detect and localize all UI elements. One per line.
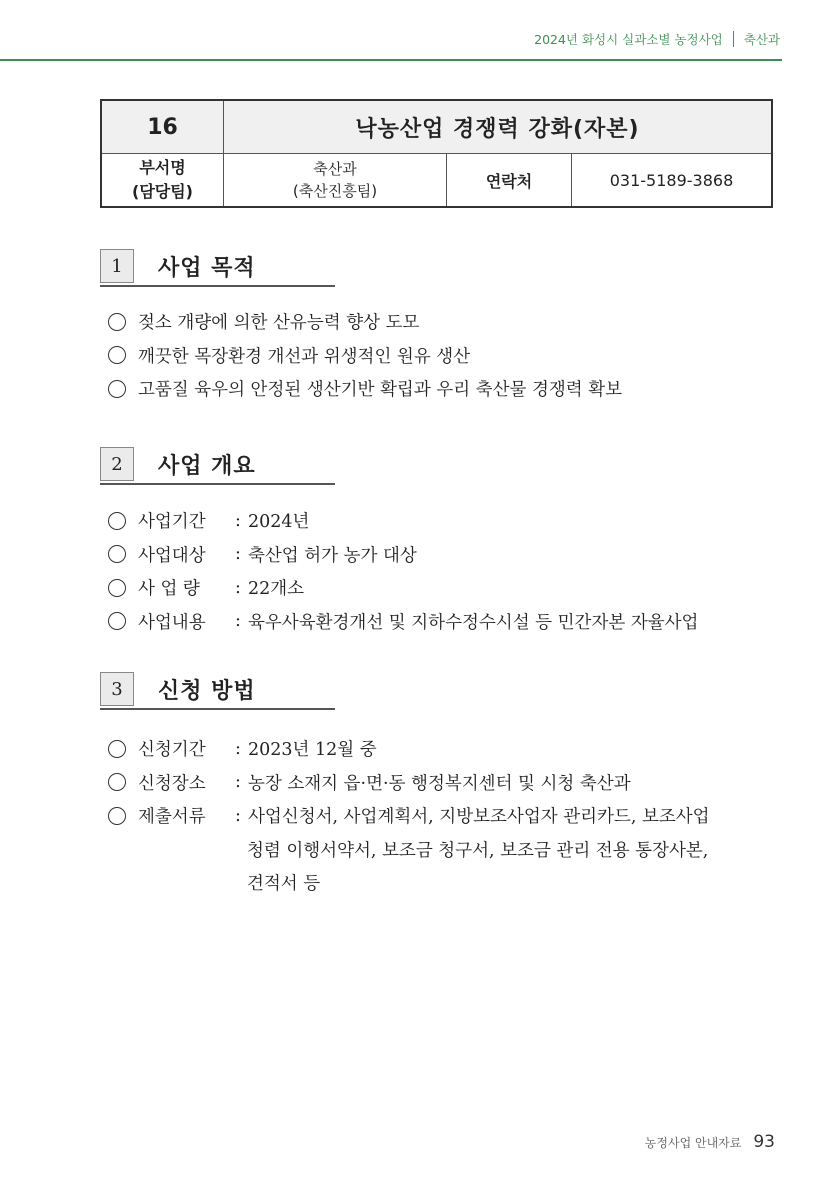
project-title: 낙농산업 경쟁력 강화(자본) (224, 100, 773, 154)
list-item (108, 605, 698, 639)
list-item (108, 372, 622, 406)
section-rule (100, 483, 335, 485)
item-label: 사업내용 (138, 612, 206, 633)
circle-bullet-icon (108, 579, 126, 597)
item-value-continuation: 청렴 이행서약서, 보조금 청구서, 보조금 관리 전용 통장사본, (247, 840, 709, 861)
page-footer (645, 1132, 775, 1152)
circle-bullet-icon (108, 773, 126, 791)
item-value: 2024년 (248, 512, 310, 533)
item-value: 사업신청서, 사업계획서, 지방보조사업자 관리카드, 보조사업 (248, 807, 710, 828)
item-label: 신청기간 (138, 740, 206, 761)
section-number: 1 (100, 249, 134, 283)
list-item (108, 799, 710, 833)
circle-bullet-icon (108, 807, 126, 825)
circle-bullet-icon (108, 545, 126, 563)
team-name: (축산진흥팀) (292, 182, 378, 200)
colon: : (235, 544, 241, 565)
item-value: 축산업 허가 농가 대상 (248, 545, 417, 566)
item-label: 사업기간 (138, 512, 206, 533)
application-list (108, 732, 710, 900)
item-value: 22개소 (248, 579, 305, 600)
contact-label: 연락처 (447, 154, 572, 208)
section-heading-application (100, 672, 256, 706)
circle-bullet-icon (108, 612, 126, 630)
header-title: 2024년 화성시 실과소별 농정사업 (534, 32, 723, 47)
circle-bullet-icon (108, 740, 126, 758)
dept-label: 부서명 (139, 158, 186, 177)
list-item (108, 571, 698, 605)
purpose-list (108, 305, 622, 406)
list-item (108, 538, 698, 572)
section-heading-overview (100, 447, 256, 481)
colon: : (235, 805, 241, 826)
item-value: 육우사육환경개선 및 지하수정수시설 등 민간자본 자율사업 (248, 612, 699, 633)
header-dept: 축산과 (743, 32, 780, 47)
colon: : (235, 772, 241, 793)
header-rule (0, 59, 782, 61)
section-number: 3 (100, 672, 134, 706)
section-number: 2 (100, 447, 134, 481)
list-item (108, 732, 710, 766)
item-text: 고품질 육우의 안정된 생산기반 확립과 우리 축산물 경쟁력 확보 (138, 380, 623, 401)
project-info-table (100, 99, 773, 208)
item-label: 사업대상 (138, 545, 206, 566)
dept-cell (224, 154, 447, 208)
page-number: 93 (753, 1132, 775, 1152)
footer-text: 농정사업 안내자료 (644, 1136, 742, 1150)
item-value: 2023년 12월 중 (248, 740, 377, 761)
section-rule (100, 708, 335, 710)
list-item-continuation (108, 833, 710, 867)
overview-list (108, 504, 698, 638)
circle-bullet-icon (108, 346, 126, 364)
dept-name: 축산과 (313, 160, 357, 178)
item-label: 신청장소 (138, 773, 206, 794)
section-title: 신청 방법 (158, 678, 256, 704)
list-item (108, 504, 698, 538)
item-value: 농장 소재지 읍·면·동 행정복지센터 및 시청 축산과 (248, 773, 631, 794)
dept-label-cell (101, 154, 224, 208)
item-label: 사 업 량 (138, 579, 200, 600)
list-item (108, 766, 710, 800)
header-divider (733, 31, 734, 47)
page-header (534, 30, 780, 48)
section-title: 사업 목적 (158, 255, 256, 281)
list-item (108, 305, 622, 339)
list-item (108, 339, 622, 373)
section-rule (100, 285, 335, 287)
colon: : (235, 510, 241, 531)
section-heading-purpose (100, 249, 256, 283)
item-text: 젖소 개량에 의한 산유능력 향상 도모 (138, 313, 420, 334)
item-label: 제출서류 (138, 807, 206, 828)
item-text: 깨끗한 목장환경 개선과 위생적인 원유 생산 (138, 346, 471, 367)
team-label: (담당팀) (132, 182, 193, 201)
colon: : (235, 611, 241, 632)
circle-bullet-icon (108, 512, 126, 530)
circle-bullet-icon (108, 380, 126, 398)
contact-number: 031-5189-3868 (572, 154, 773, 208)
circle-bullet-icon (108, 313, 126, 331)
section-title: 사업 개요 (158, 453, 256, 479)
item-value-continuation: 견적서 등 (247, 874, 321, 895)
project-number: 16 (101, 100, 224, 154)
list-item-continuation (108, 866, 710, 900)
colon: : (235, 738, 241, 759)
colon: : (235, 577, 241, 598)
